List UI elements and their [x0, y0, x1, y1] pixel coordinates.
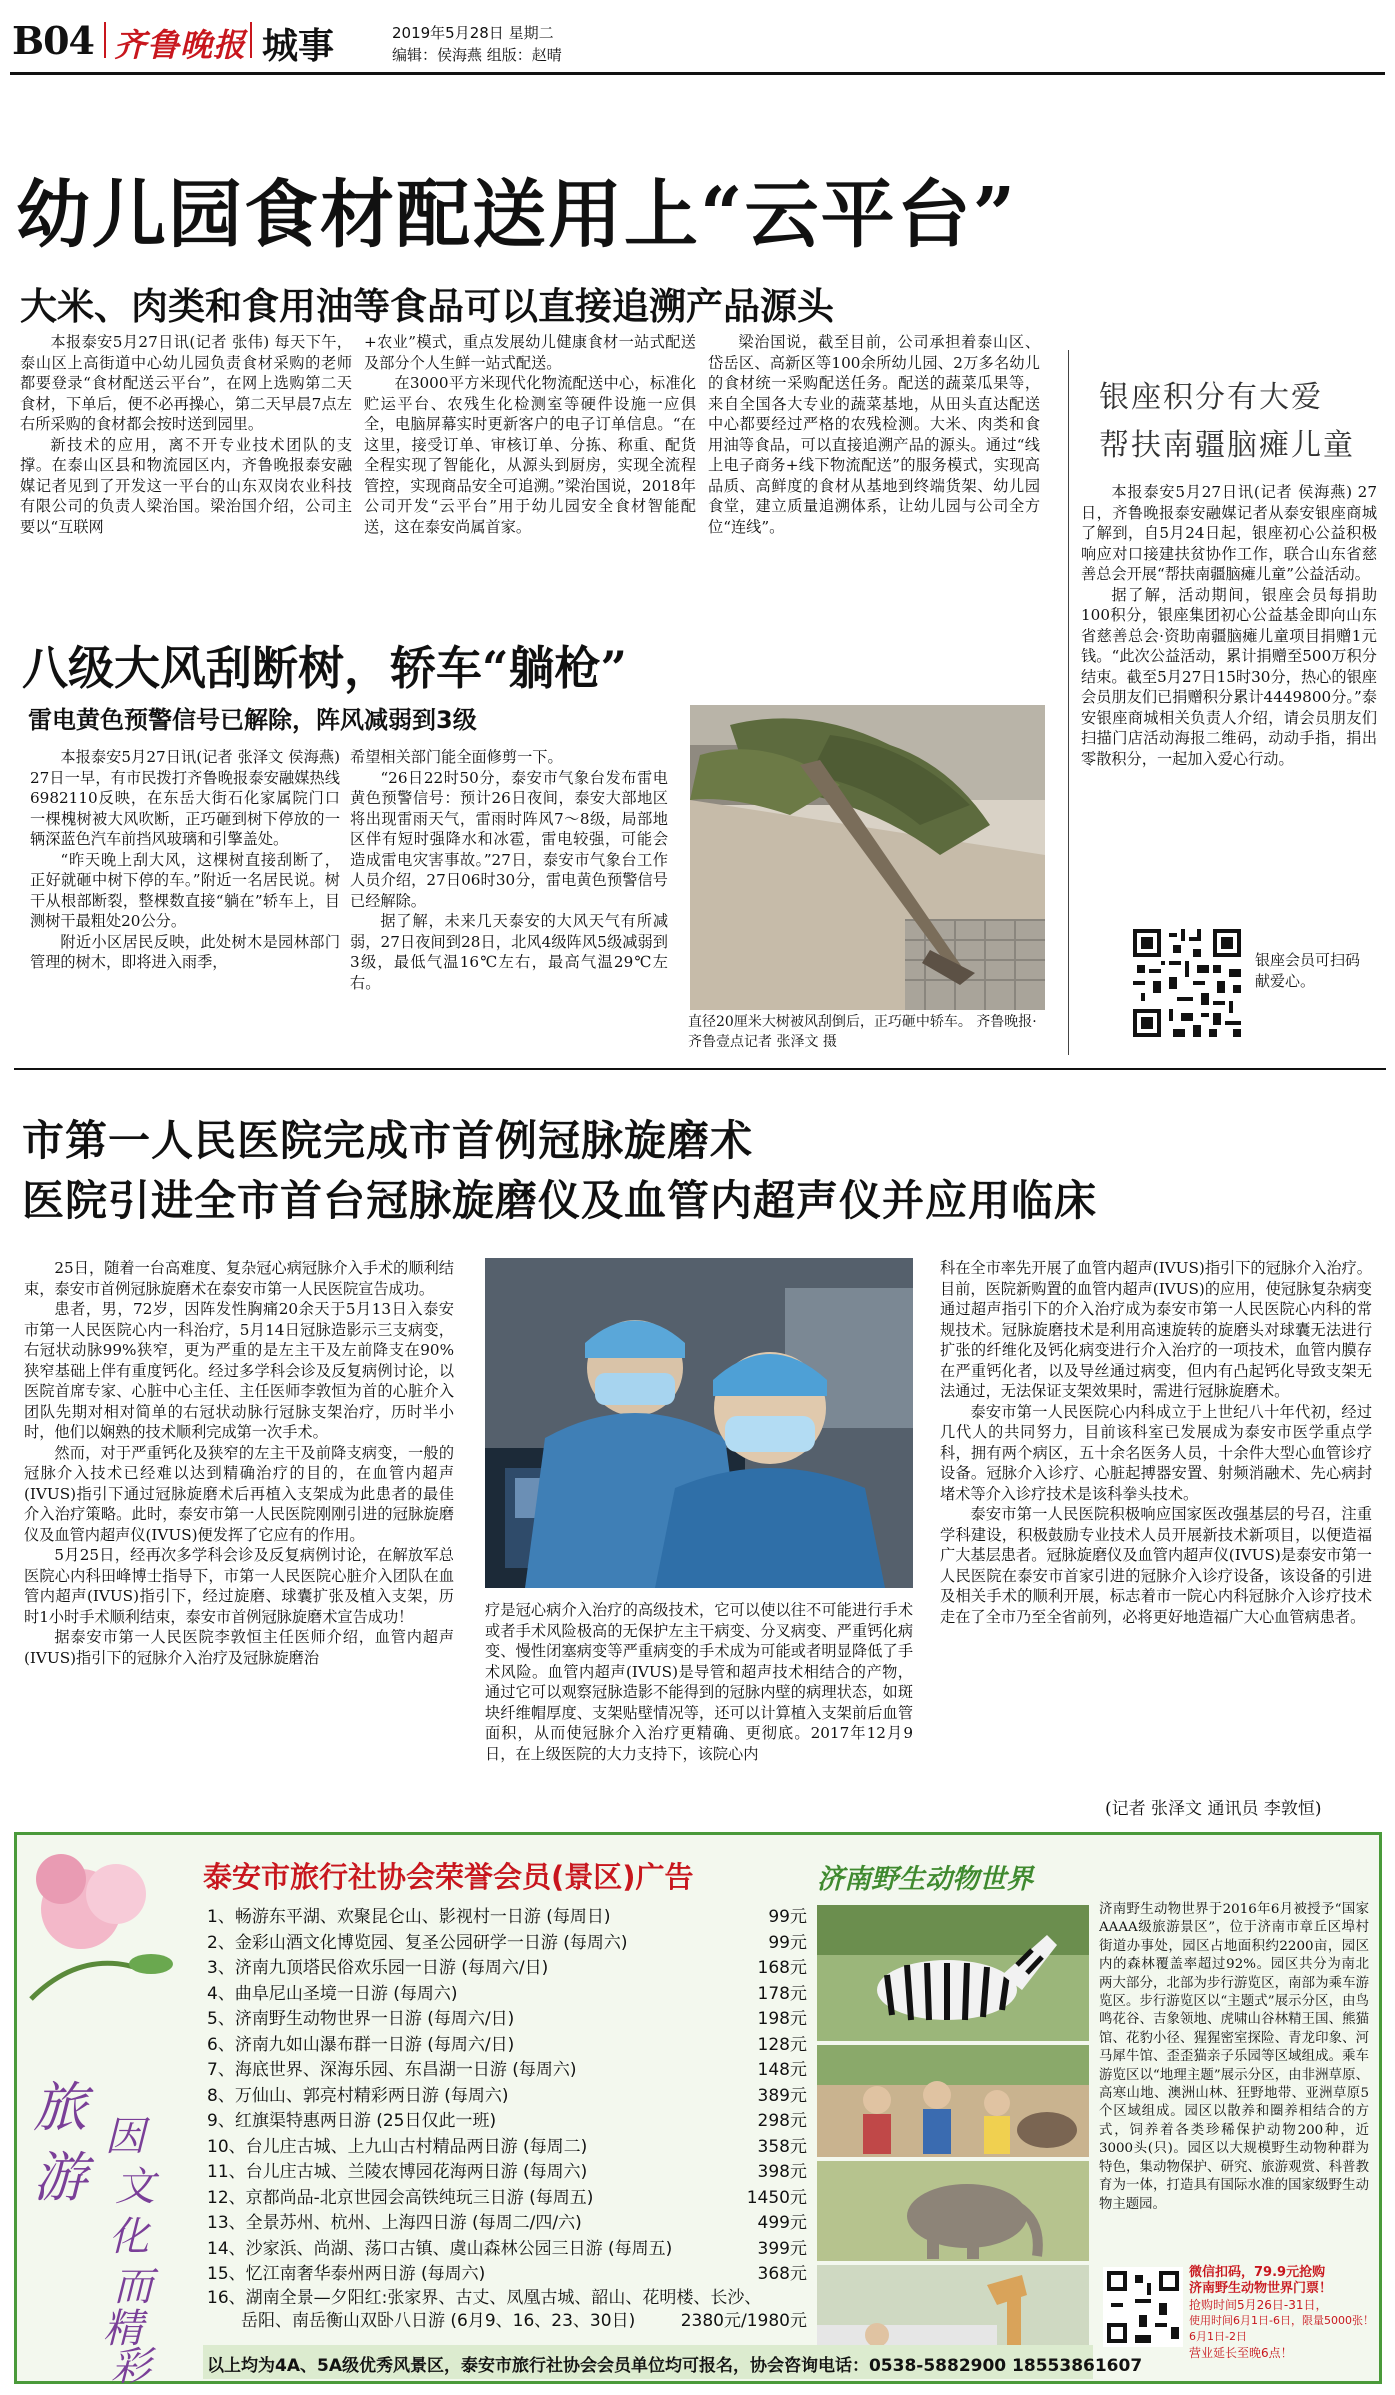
- hospital-column-2: [485, 1600, 913, 1816]
- people-photo: [817, 2045, 1089, 2157]
- route-title: 台儿庄古城、上九山古村精品两日游 (每周二): [245, 2136, 588, 2157]
- route-price: 499元: [757, 2213, 807, 2233]
- route-title: 海底世界、深海乐园、东昌湖一日游 (每周六): [234, 2060, 577, 2080]
- route-name: [207, 2007, 514, 2033]
- route-number: 9、: [207, 2111, 235, 2131]
- hospital-byline: (记者 张泽文 通讯员 李敦恒): [1105, 1799, 1322, 1819]
- lead-column-1: [20, 332, 352, 594]
- route-price: 398元: [757, 2162, 807, 2182]
- route-item: [207, 1931, 807, 1957]
- route-number: 5、: [207, 2009, 235, 2029]
- route-title: 济南九顶塔民俗欢乐园一日游 (每周六/日): [234, 1958, 549, 1978]
- route-price: 99元: [768, 1907, 807, 1927]
- calligraphy-char: 旅: [33, 2076, 87, 2139]
- lead-headline: 幼儿园食材配送用上“云平台”: [16, 172, 1018, 258]
- lead-paragraph: 新技术的应用，离不开专业技术团队的支撑。在泰山区县和物流园区内，齐鲁晚报泰安融媒记者见到了开发这一平台的山东双岗农业科技有限公司的负责人梁治国。梁治国介绍，公司主要以“互联网: [20, 435, 352, 536]
- side-headline-1: 银座积分有大爱: [1099, 380, 1323, 415]
- hospital-paragraph: 泰安市第一人民医院积极响应国家医改强基层的号召，注重学科建设，积极鼓励专业技术人员开展新技术新项目，以便造福广大基层患者。冠脉旋磨仪及血管内超声仪(IVUS)是泰安市第一人民医院在泰安市首家引进的冠脉介入诊疗设备，该设备的引进及相关手术的顺利开展，标志着市一院心内科冠脉介入诊疗技术走在了全市乃至全省前列，必将更好地造福广大心血管病患者。: [940, 1505, 1372, 1626]
- route-name: [207, 1905, 611, 1931]
- wind-column-2: [350, 747, 668, 1059]
- tree-photo-caption: 直径20厘米大树被风刮倒后，正巧砸中轿车。 齐鲁晚报·齐鲁壹点记者 张泽文 摄: [688, 1014, 1037, 1050]
- route-name: [207, 1931, 628, 1957]
- route-item: [207, 2186, 807, 2212]
- route-name: [207, 2262, 485, 2288]
- route-number: 14、: [207, 2238, 246, 2259]
- route-number: 15、: [207, 2264, 246, 2284]
- hospital-headline-2: 医院引进全市首台冠脉旋磨仪及血管内超声仪并应用临床: [22, 1176, 1098, 1225]
- route-title: 济南野生动物世界一日游 (每周六/日): [234, 2009, 515, 2029]
- route-16-line-1: 16、湖南全景—夕阳红:张家界、古丈、凤凰古城、韶山、花明楼、长沙、: [207, 2288, 762, 2308]
- route-price: 368元: [757, 2264, 807, 2284]
- hospital-paragraph: 泰安市第一人民医院心内科成立于上世纪八十年代初，经过几代人的共同努力，目前该科室已发展成为泰安市医学重点学科，拥有两个病区，五十余名医务人员，十余件大型心血管诊疗设备。冠脉介入诊疗、心脏起搏器安置、射频消融术、先心病封堵术等介入诊疗技术是该科拳头技术。: [940, 1402, 1372, 1503]
- route-item: [207, 2135, 807, 2161]
- calligraphy-char: 因: [105, 2114, 145, 2160]
- calligraphy-char: 游: [33, 2146, 87, 2209]
- route-number: 6、: [207, 2034, 235, 2055]
- hospital-paragraph: 科在全市率先开展了血管内超声(IVUS)指引下的冠脉介入治疗。目前，医院新购置的血管内超声(IVUS)的应用，使冠脉复杂病变通过超声指引下的介入治疗成为泰安市第一人民医院心内科的常规技术。冠脉旋磨技术是利用高速旋转的旋磨头对球囊无法进行扩张的纤维化及钙化病变进行介入治疗的一项技术，血管内膜存在严重钙化者，以及导丝通过病变，但内有凸起钙化导致支架无法通过，无法保证支架效果时，需进行冠脉旋磨术。: [940, 1259, 1372, 1400]
- route-item: [207, 2007, 807, 2033]
- route-price: 198元: [757, 2009, 807, 2029]
- wind-paragraph: “26日22时50分，泰安市气象台发布雷电黄色预警信号：预计26日夜间，泰安大部地区将出现雷雨天气，雷雨时阵风7～8级，局部地区伴有短时强降水和冰雹，雷电较强，可能会造成雷电灾害事故。”27日，泰安市气象台工作人员介绍，27日06时30分，雷电黄色预警信号已经解除。: [350, 768, 668, 910]
- route-name: [207, 2135, 587, 2161]
- editor-line: 编辑：侯海燕 组版：赵晴: [392, 46, 562, 64]
- wind-paragraph: 据了解，未来几天泰安的大风天气有所减弱，27日夜间到28日，北风4级阵风5级减弱到3级，最低气温16℃左右，最高气温29℃左右。: [350, 912, 668, 992]
- hospital-column-1: [24, 1258, 454, 1816]
- lead-paragraph: 在3000平方米现代化物流配送中心，标准化贮运平台、农残生化检测室等硬件设施一应俱全，电脑屏幕实时更新客户的电子订单信息。“在这里，接受订单、审核订单、分拣、称重、配货全程实现了智能化，从源头到厨房，实现全流程管控，实现商品安全可追溯。”梁治国说，2018年公司开发“云平台”用于幼儿园安全食材智能配送，这在泰安尚属首家。: [364, 374, 696, 536]
- route-number: 10、: [207, 2136, 246, 2157]
- route-number: 11、: [207, 2162, 246, 2182]
- route-name: [207, 1956, 548, 1982]
- surgery-photo: [485, 1258, 913, 1588]
- promo-line: 营业延长至晚6点！: [1189, 2346, 1293, 2360]
- route-number: 1、: [207, 1907, 235, 1927]
- route-number: 12、: [207, 2187, 246, 2208]
- qr-code-icon: [1129, 925, 1245, 1041]
- route-name: [207, 2160, 587, 2186]
- wind-paragraph: 本报泰安5月27日讯(记者 张泽文 侯海燕) 27日一早，有市民拨打齐鲁晚报泰安融媒热线6982110反映，在东岳大街石化家属院门口一棵槐树被大风吹断，正巧砸到树下停放的一辆深蓝色汽车前挡风玻璃和引擎盖处。: [30, 748, 340, 848]
- wind-paragraph: 希望相关部门能全面修剪一下。: [350, 748, 563, 766]
- route-price: 298元: [757, 2111, 807, 2131]
- side-story-box: [1068, 350, 1387, 1055]
- route-price: 128元: [757, 2034, 807, 2055]
- route-16-price: 2380元/1980元: [680, 2311, 807, 2331]
- route-item: [207, 2211, 807, 2237]
- route-name: [207, 2109, 496, 2135]
- route-name: [207, 1982, 458, 2008]
- route-title: 红旗渠特惠两日游 (25日仅此一班): [234, 2111, 497, 2131]
- route-title: 全景苏州、杭州、上海四日游 (每周二/四/六): [245, 2213, 582, 2233]
- zoo-qr-icon: [1103, 2267, 1183, 2347]
- side-headline-2: 帮扶南疆脑瘫儿童: [1099, 428, 1355, 463]
- route-name: [207, 2084, 509, 2110]
- route-price: 178元: [757, 1983, 807, 2004]
- promo-line: 济南野生动物世界门票！: [1189, 2281, 1333, 2296]
- route-16: [207, 2287, 807, 2333]
- issue-date: 2019年5月28日 星期二: [392, 24, 554, 42]
- route-title: 畅游东平湖、欢聚昆仑山、影视村一日游 (每周日): [234, 1907, 611, 1927]
- route-title: 京都尚品-北京世园会高铁纯玩三日游 (每周五): [245, 2187, 594, 2208]
- route-item: [207, 2033, 807, 2059]
- hospital-paragraph: 25日，随着一台高难度、复杂冠心病冠脉介入手术的顺利结束，泰安市首例冠脉旋磨术在泰安市第一人民医院宣告成功。: [24, 1259, 454, 1298]
- section-name: 城事: [262, 25, 335, 67]
- route-title: 万仙山、郭亮村精彩两日游 (每周六): [234, 2085, 509, 2106]
- route-item: [207, 2058, 807, 2084]
- hospital-headline-1: 市第一人民医院完成市首例冠脉旋磨术: [22, 1116, 754, 1165]
- masthead: [0, 0, 1395, 70]
- route-name: [207, 2033, 514, 2059]
- promo-box: [1189, 2265, 1375, 2365]
- route-item: [207, 1905, 807, 1931]
- route-item: [207, 2262, 807, 2288]
- lead-column-3: [708, 332, 1040, 594]
- ad-calligraphy: [23, 2065, 183, 2390]
- route-price: 389元: [757, 2085, 807, 2106]
- route-item: [207, 1956, 807, 1982]
- ad-title: 泰安市旅行社协会荣誉会员(景区)广告: [203, 1860, 694, 1894]
- route-item: [207, 1982, 807, 2008]
- wind-headline: 八级大风刮断树，轿车“躺枪”: [22, 641, 627, 695]
- calligraphy-char: 精: [103, 2306, 143, 2352]
- zebra-photo: [817, 1905, 1089, 2041]
- side-body: [1081, 482, 1377, 917]
- route-16-line-2: 岳阳、南岳衡山双卧八日游 (6月9、16、23、30日): [241, 2311, 636, 2331]
- ad-flower-decoration: [21, 1839, 201, 2009]
- hospital-column-3: [940, 1258, 1372, 1778]
- travel-ad: [14, 1832, 1382, 2390]
- zoo-title: 济南野生动物世界: [817, 1864, 1033, 1895]
- elephant-photo: [817, 2161, 1089, 2261]
- lead-paragraph: 本报泰安5月27日讯(记者 张伟) 每天下午，泰山区上高街道中心幼儿园负责食材采购的老师都要登录“食材配送云平台”，在网上选购第二天食材，下单后，便不必再操心，第二天早晨7点左右所采购的食材都会按时送到园里。: [20, 333, 352, 433]
- side-paragraph: 本报泰安5月27日讯(记者 侯海燕) 27日，齐鲁晚报泰安融媒记者从泰安银座商城了解到，自5月24日起，银座初心公益积极响应对口接建扶贫协作工作，联合山东省慈善总会开展“帮扶南疆脑瘫儿童”公益活动。: [1081, 483, 1377, 583]
- route-item: [207, 2084, 807, 2110]
- wind-paragraph: 附近小区居民反映，此处树木是园林部门管理的树木，即将进入雨季，: [30, 932, 340, 971]
- masthead-divider: [250, 22, 252, 58]
- lead-subhead: 大米、肉类和食用油等食品可以直接追溯产品源头: [20, 285, 834, 328]
- route-name: [207, 2058, 577, 2084]
- route-number: 7、: [207, 2060, 235, 2080]
- lead-column-2: [364, 332, 696, 594]
- route-number: 8、: [207, 2085, 235, 2106]
- route-item: [207, 2237, 807, 2263]
- promo-line: 微信扣码，79.9元抢购: [1189, 2265, 1326, 2280]
- route-number: 2、: [207, 1932, 235, 1953]
- page-number: B04: [12, 18, 94, 63]
- route-price: 99元: [768, 1932, 807, 1953]
- masthead-divider: [104, 22, 106, 58]
- calligraphy-char: 彩: [111, 2344, 151, 2390]
- route-price: 148元: [757, 2060, 807, 2080]
- route-price: 168元: [757, 1958, 807, 1978]
- calligraphy-char: 文: [115, 2164, 155, 2210]
- promo-line: 使用时间6月1日-6日，限量5000张！6月1日-2日: [1189, 2314, 1374, 2343]
- route-item: [207, 2109, 807, 2135]
- route-item: [207, 2160, 807, 2186]
- calligraphy-char: 化: [109, 2214, 149, 2260]
- route-number: 13、: [207, 2213, 246, 2233]
- wind-paragraph: “昨天晚上刮大风，这棵树直接刮断了，正好就砸中树下停的车。”附近一名居民说。树干从根部断裂，整棵数直接“躺在”轿车上，目测树干最粗处20公分。: [30, 850, 340, 930]
- hospital-paragraph: 据泰安市第一人民医院李敦恒主任医师介绍，血管内超声(IVUS)指引下的冠脉介入治疗及冠脉旋磨治: [24, 1628, 454, 1667]
- route-title: 台儿庄古城、兰陵农博园花海两日游 (每周六): [245, 2162, 588, 2182]
- route-title: 曲阜尼山圣境一日游 (每周六): [234, 1983, 458, 2004]
- route-title: 金彩山酒文化博览园、复圣公园研学一日游 (每周六): [234, 1932, 628, 1953]
- wind-column-1: [30, 747, 340, 1059]
- calligraphy-char: 而: [113, 2264, 153, 2310]
- hospital-paragraph: 患者，男，72岁，因阵发性胸痛20余天于5月13日入泰安市第一人民医院心内一科治疗，5月14日冠脉造影示三支病变，右冠状动脉99%狭窄，更为严重的是左主干及左前降支在90%狭窄基础上伴有重度钙化。经过多学科会诊及反复病例讨论，以医院首席专家、心脏中心主任、主任医师李敦恒为首的心脏介入团队先期对相对简单的右冠状动脉行冠脉支架治疗，历时半小时，他们以娴熟的技术顺利完成第一次手术。: [24, 1300, 454, 1441]
- wind-subhead: 雷电黄色预警信号已解除，阵风减弱到3级: [28, 706, 477, 734]
- qr-caption: 银座会员可扫码献爱心。: [1255, 951, 1361, 990]
- paper-name: 齐鲁晚报: [114, 26, 247, 64]
- route-price: 399元: [757, 2238, 807, 2259]
- hospital-paragraph: 然而，对于严重钙化及狭窄的左主干及前降支病变，一般的冠脉介入技术已经难以达到精确治疗的目的，在血管内超声(IVUS)指引下通过冠脉旋磨术后再植入支架成为此患者的最佳介入治疗策略。此时，泰安市第一人民医院刚刚引进的冠脉旋磨仪及血管内超声仪(IVUS)便发挥了它应有的作用。: [24, 1443, 454, 1544]
- section-rule: [14, 1068, 1386, 1070]
- route-name: [207, 2186, 593, 2212]
- hospital-paragraph: 5月25日，经再次多学科会诊及反复病例讨论，在解放军总医院心内科田峰博士指导下，市第一人民医院心脏介入团队在血管内超声(IVUS)指引下，经过旋磨、球囊扩张及植入支架，历时1小时手术顺利结束，泰安市首例冠脉旋磨术宣告成功！: [24, 1546, 454, 1626]
- route-name: [207, 2211, 582, 2237]
- route-list: [207, 1905, 807, 2335]
- masthead-rule: [10, 72, 1385, 75]
- ad-footer-text: 以上均为4A、5A级优秀风景区，泰安市旅行社协会会员单位均可报名，协会咨询电话：0538-5882900 18553861607: [207, 2356, 1143, 2376]
- route-price: 358元: [757, 2136, 807, 2157]
- route-price: 1450元: [746, 2187, 807, 2208]
- zoo-description: 济南野生动物世界于2016年6月被授予“国家AAAA级旅游景区”，位于济南市章丘区埠村街道办事处，园区占地面积约2200亩，园区内的森林覆盖率超过92%。园区共分为南北两大部分，北部为步行游览区，南部为乘车游览区。步行游览区以“主题式”展示分区，由鸟鸣花谷、吉象领地、虎啸山谷林精王国、熊猫馆、花豹小径、猩猩密室探险、青龙印象、河马犀牛馆、歪歪猫亲子乐园等区域组成。乘车游览区以“地理主题”展示分区，由非洲草原、高寒山地、澳洲山林、狂野地带、亚洲草原5个区域组成。园区以散养和圈养相结合的方式，饲养着各类珍稀保护动物200种，近3000头(只)。园区以大规模野生动物种群为特色，集动物保护、研究、旅游观赏、科普教育为一体，打造具有国际水准的国家级野生动物主题园。: [1099, 1902, 1369, 2212]
- lead-paragraph: 梁治国说，截至目前，公司承担着泰山区、岱岳区、高新区等100余所幼儿园、2万多名幼儿的食材统一采购配送任务。配送的蔬菜瓜果等，来自全国各大专业的蔬菜基地，从田头直达配送中心都要经过严格的农残检测。大米、肉类和食用油等食品，可以直接追溯产品的源头。通过“线上电子商务+线下物流配送”的服务模式，实现高品质、高鲜度的食材从基地到终端货架、幼儿园食堂，建立质量追溯体系，让幼儿园与公司全方位“连线”。: [708, 333, 1040, 536]
- route-number: 3、: [207, 1958, 235, 1978]
- promo-line: 抢购时间5月26日-31日，: [1189, 2298, 1328, 2312]
- route-title: 沙家浜、尚湖、荡口古镇、虞山森林公园三日游 (每周五): [245, 2238, 673, 2259]
- side-paragraph: 据了解，活动期间，银座会员每捐助100积分，银座集团初心公益基金即向山东省慈善总会·资助南疆脑瘫儿童项目捐赠1元钱。“此次公益活动，累计捐赠至500万积分结束。截至5月27日15时30分，热心的银座会员朋友们已捐赠积分累计4449800分。”泰安银座商城相关负责人介绍，请会员朋友们扫描门店活动海报二维码，动动手指，捐出零散积分，一起加入爱心行动。: [1081, 585, 1377, 768]
- route-title: 忆江南奢华泰州两日游 (每周六): [245, 2264, 486, 2284]
- hospital-paragraph: 疗是冠心病介入治疗的高级技术，它可以使以往不可能进行手术或者手术风险极高的无保护左主干病变、分叉病变、严重钙化病变、慢性闭塞病变等严重病变的手术成为可能或者明显降低了手术风险。血管内超声(IVUS)是导管和超声技术相结合的产物，通过它可以观察冠脉造影不能得到的冠脉内壁的病理状态，如斑块纤维帽厚度、支架贴壁情况等，还可以计算植入支架前后血管面积，从而使冠脉介入治疗更精确、更彻底。2017年12月9日，在上级医院的大力支持下，该院心内: [485, 1601, 913, 1763]
- route-name: [207, 2237, 672, 2263]
- fallen-tree-photo: [690, 705, 1045, 1010]
- route-title: 济南九如山瀑布群一日游 (每周六/日): [234, 2034, 515, 2055]
- route-number: 4、: [207, 1983, 235, 2004]
- lead-paragraph: +农业”模式，重点发展幼儿健康食材一站式配送及部分个人生鲜一站式配送。: [364, 333, 696, 372]
